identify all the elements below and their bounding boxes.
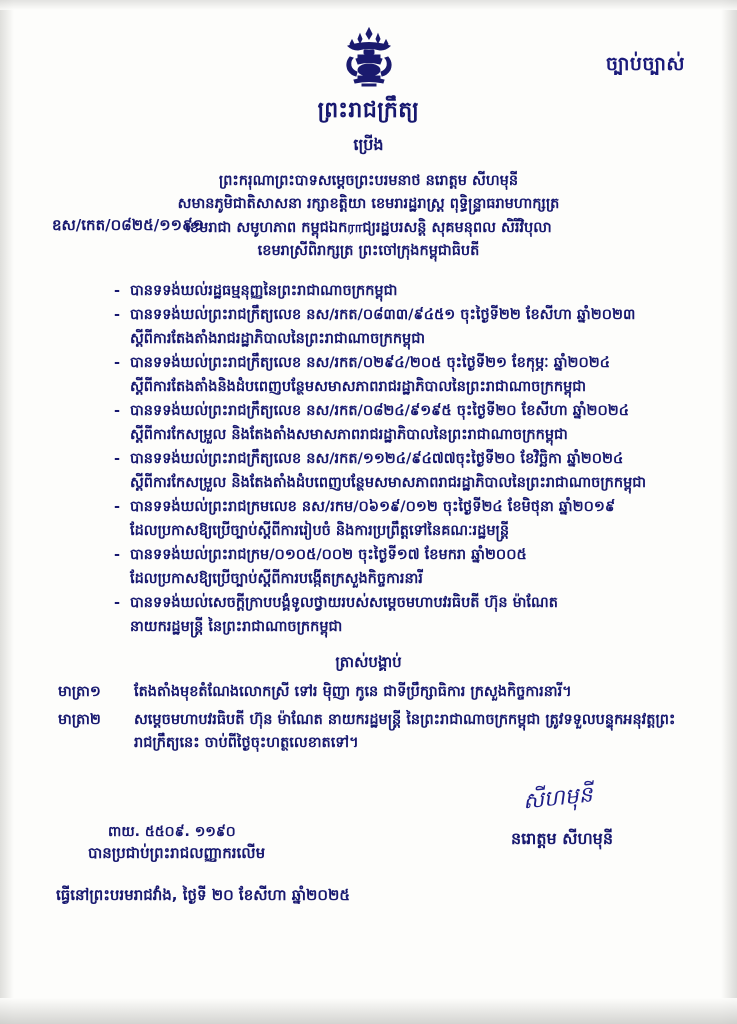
paper-edge-top (0, 0, 737, 10)
document-content (0, 96, 737, 922)
bullet-dash-icon: - (114, 355, 121, 372)
clause-line: ដែលប្រកាសឱ្យប្រើច្បាប់ស្តីពីការបង្កើតក្រសួងកិច្ចការនារី (130, 570, 423, 587)
article-body: សម្តេចមហាបវរធិបតី ហ៊ុន ម៉ាណែត នាយករដ្ឋមន្ត្រី នៃព្រះរាជាណាចក្រកម្ពុជា ត្រូវទទួលបន្ទុកអនុវត្តព្រះរាជក្រឹត្យនេះ ចាប់ពីថ្ងៃចុះហត្ថលេខាតទៅ។ (134, 711, 676, 752)
clause-line: បានទទង់ឃល់សេចក្តីក្រាបបង្គំទូលថ្វាយរបស់សម្តេចមហាបវរធិបតី ហ៊ុន ម៉ាណែត (130, 595, 558, 612)
clause-line: បានទទង់ឃល់ព្រះរាជក្រឹត្យលេខ នស/រកត/០៨៣៣/៩៤៥១ ចុះថ្ងៃទី២២ ខែសីហា ឆ្នាំ២០២៣ (130, 307, 636, 324)
article-label: មាត្រា២ (58, 711, 101, 728)
page-subtitle: ប្រើង (353, 135, 384, 154)
clause-list (46, 280, 691, 639)
clause-line: បានទទង់ឃល់ព្រះរាជក្រម/០១០៥/០០២ ចុះថ្ងៃទី១៧ ខែមករា ឆ្នាំ២០០៥ (130, 547, 527, 564)
handwritten-signature: សីហមុនី (521, 782, 594, 815)
bullet-dash-icon: - (114, 499, 121, 516)
signatory-name: នរោត្តម សីហមុនី (510, 828, 613, 848)
bullet-dash-icon: - (114, 547, 121, 564)
place-and-date: ធ្វើនៅព្រះបរមរាជវាំង, ថ្ងៃទី ២០ ខែសីហា ឆ្នាំ២០២៥ (56, 885, 350, 904)
clause-line: ស្តីពីការកែសម្រួល និងតែងតាំងសមាសភាពរាជរដ្ឋាភិបាលនៃព្រះរាជាណាចក្រកម្ពុជា (130, 426, 568, 443)
honorific-line: ខេមរាស្រីពិរាក្សត្រ ព្រះចៅក្រុងកម្ពុជាធិបតី (257, 243, 480, 260)
list-item (114, 496, 651, 543)
list-item (114, 304, 651, 351)
bullet-dash-icon: - (114, 403, 121, 420)
clause-line: ស្តីពីការតែងតាំងរាជរដ្ឋាភិបាលនៃព្រះរាជាណាចក្រកម្ពុជា (130, 330, 426, 347)
section-heading: ត្រាស់បង្គាប់ (335, 653, 402, 672)
list-item (114, 448, 651, 495)
honorific-line: ខេមរាជា សមូហភាព កម្ពុជឯកராជ្យរដ្ឋបរសន្តិ សុគមនុពល សិរីវិបុលា (185, 219, 552, 236)
clause-line: បានទទង់ឃល់ព្រះរាជក្រឹត្យលេខ នស/រកត/១១២៤/៩៤៧៧ចុះថ្ងៃទី២០ ខែវិច្ឆិកា ឆ្នាំ២០២៤ (130, 451, 624, 468)
clause-line: ស្តីពីការតែងតាំងនិងដំបពេញបន្ថែមសមាសភាពរាជរដ្ឋាភិបាលនៃព្រះរាជាណាចក្រកម្ពុជា (130, 378, 587, 395)
countersign-text: បានប្រជាប់ព្រះរាជលញ្ញាករលើម (88, 843, 266, 862)
bullet-dash-icon: - (114, 595, 121, 612)
article-label: មាត្រា១ (58, 684, 101, 701)
honorific-line: សមានភូមិជាតិសាសនា រក្សាខត្តិយា ខេមរារដ្ឋរាស្ត្រ ពុទ្ធិន្ទ្រាធរាមហាក្សត្រ (177, 196, 560, 213)
list-item (114, 544, 651, 591)
clause-line: បានទទង់ឃល់ព្រះរាជក្រឹត្យលេខ នស/រកត/០៨២៤/៩១៩៥ ចុះថ្ងៃទី២០ ខែសីហា ឆ្នាំ២០២៤ (130, 403, 629, 420)
honorific-line: ព្រះករុណាព្រះបាទសម្តេចព្រះបរមនាថ នរោត្តម សីហមុនី (218, 173, 519, 189)
bullet-dash-icon: - (114, 451, 121, 468)
page-title: ព្រះរាជក្រឹត្យ (317, 98, 420, 123)
clause-line: បានទទង់ឃល់ព្រះរាជក្រមលេខ នស/រកម/០៦១៩/០១២ ចុះថ្ងៃទី២៤ ខែមិថុនា ឆ្នាំ២០១៩ (130, 499, 616, 516)
bullet-dash-icon: - (114, 307, 121, 324)
clause-line: បានទទង់ឃល់រដ្ឋធម្មនុញ្ញនៃព្រះរាជាណាចក្រកម្ពុជា (130, 282, 398, 299)
countersign-number: ពាយ. ៥៥០៩. ១១៩០ (108, 823, 236, 840)
list-item (114, 592, 651, 639)
article-item (46, 681, 691, 704)
paper-edge-bottom (0, 998, 737, 1024)
clause-line: ស្តីពីការកែសម្រួល និងតែងតាំងដំបពេញបន្ថែមសមាសភាពរាជរដ្ឋាភិបាលនៃព្រះរាជាណាចក្រកម្ពុជា (130, 474, 647, 491)
list-item (114, 400, 651, 447)
list-item (114, 352, 651, 399)
royal-emblem-icon (336, 26, 402, 88)
article-body: តែងតាំងមុខតំណែងលោកស្រី ទៅរ ម៉ិញា កូនេ ជាទីប្រឹក្សាធិការ ក្រសួងកិច្ចការនារី។ (134, 684, 572, 701)
signature-area (46, 782, 691, 922)
copy-label: ច្បាប់ច្បាស់ (605, 53, 685, 75)
bullet-dash-icon: - (114, 282, 121, 299)
article-item (46, 709, 691, 756)
clause-line: ដែលប្រកាសឱ្យប្រើច្បាប់ស្តីពីការរៀបចំ និងការប្រព្រឹត្តទៅនៃគណៈរដ្ឋមន្ត្រី (130, 522, 510, 539)
document-number: ឧស/កេត/០៨២៥/១១៩១ (52, 216, 204, 234)
list-item (114, 280, 651, 303)
clause-line: នាយករដ្ឋមន្ត្រី នៃព្រះរាជាណាចក្រកម្ពុជា (130, 618, 343, 635)
clause-line: បានទទង់ឃល់ព្រះរាជក្រឹត្យលេខ នស/រកត/០២៩៤/២០៥ ចុះថ្ងៃទី២១ ខែកុម្ភៈ ឆ្នាំ២០២៤ (130, 355, 611, 372)
